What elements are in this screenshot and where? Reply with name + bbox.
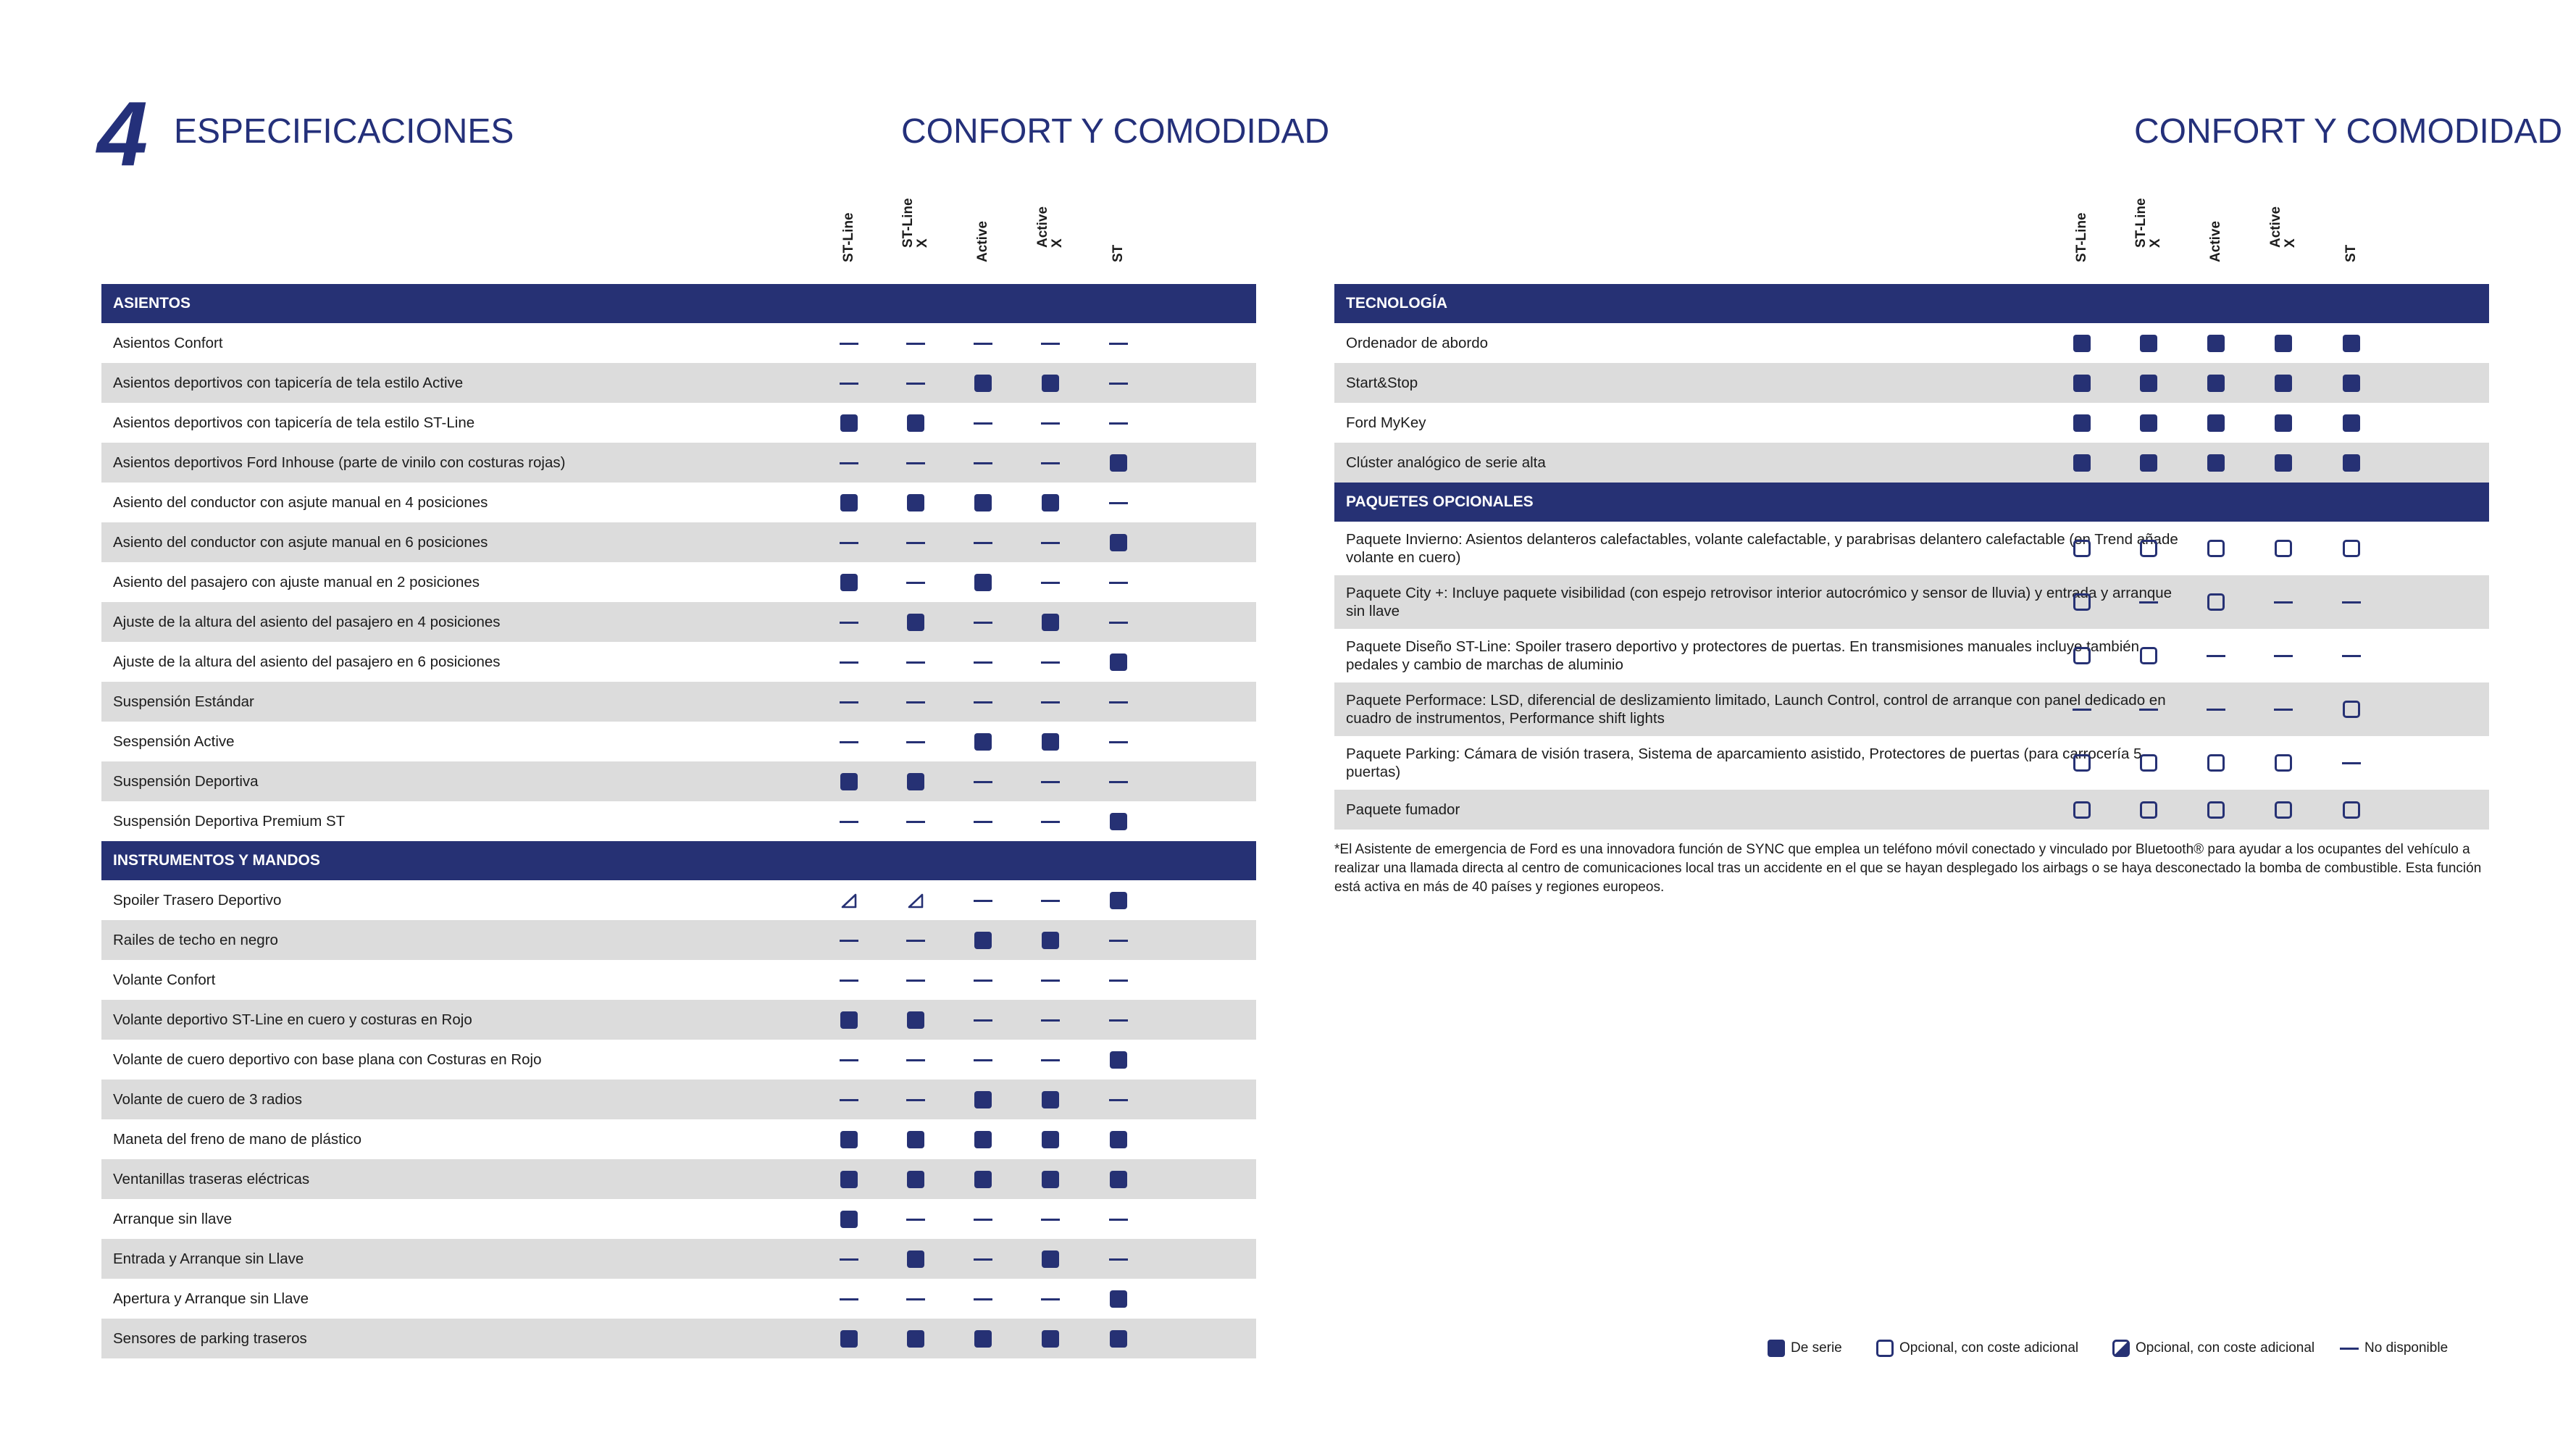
standard-mark-icon — [840, 773, 858, 790]
row-label: Ajuste de la altura del asiento del pasajero en 4 posiciones — [113, 614, 501, 630]
table-row — [101, 443, 1256, 483]
not-available-mark-icon — [906, 1099, 925, 1101]
standard-mark-icon — [1042, 1330, 1059, 1348]
row-label: Entrada y Arranque sin Llave — [113, 1250, 304, 1267]
optional-mark-icon — [2073, 754, 2091, 772]
table-row — [101, 682, 1256, 722]
not-available-mark-icon — [974, 661, 992, 664]
table-row — [101, 483, 1256, 522]
column-header-label: ST-Line — [2074, 212, 2089, 262]
row-label: Paquete Invierno: Asientos delanteros calefactables, volante calefactable, y parabrisas delantero calefactable (en Trend añade volante en cuero) — [1346, 531, 2178, 566]
legend-optional-pack-label: Opcional, con coste adicional — [2136, 1340, 2315, 1356]
not-available-mark-icon — [974, 343, 992, 345]
legend-optional — [1876, 1337, 2078, 1359]
row-label: Suspensión Estándar — [113, 693, 254, 710]
optional-mark-icon — [2140, 540, 2157, 557]
standard-mark-icon — [974, 932, 992, 949]
standard-mark-icon — [1042, 1250, 1059, 1268]
row-label: Volante de cuero deportivo con base plana con Costuras en Rojo — [113, 1051, 542, 1068]
standard-mark-icon — [840, 494, 858, 511]
legend-optional-label: Opcional, con coste adicional — [1899, 1340, 2079, 1356]
column-header — [2269, 204, 2298, 277]
empty-square-icon — [1876, 1340, 1894, 1357]
row-label: Volante deportivo ST-Line en cuero y costuras en Rojo — [113, 1011, 472, 1028]
legend-not-available — [2340, 1337, 2448, 1359]
standard-mark-icon — [1110, 534, 1127, 551]
column-header — [2067, 204, 2096, 277]
standard-mark-icon — [907, 1011, 924, 1029]
not-available-mark-icon — [840, 701, 858, 703]
table-row — [101, 522, 1256, 562]
standard-mark-icon — [1042, 932, 1059, 949]
optional-mark-icon — [2073, 801, 2091, 819]
not-available-mark-icon — [906, 462, 925, 464]
not-available-mark-icon — [1041, 1298, 1060, 1300]
table-row — [101, 1159, 1256, 1199]
standard-mark-icon — [907, 614, 924, 631]
column-header — [2337, 204, 2366, 277]
standard-mark-icon — [2275, 375, 2292, 392]
not-available-mark-icon — [906, 1298, 925, 1300]
not-available-mark-icon — [2073, 709, 2091, 711]
standard-mark-icon — [907, 1171, 924, 1188]
not-available-mark-icon — [840, 1059, 858, 1061]
standard-mark-icon — [974, 1330, 992, 1348]
standard-mark-icon — [907, 1250, 924, 1268]
not-available-mark-icon — [1109, 1219, 1128, 1221]
row-label: Asientos Confort — [113, 335, 223, 351]
not-available-mark-icon — [2342, 601, 2361, 604]
standard-mark-icon — [974, 1091, 992, 1108]
legend-standard — [1768, 1337, 1842, 1359]
not-available-mark-icon — [906, 1219, 925, 1221]
column-header-label: Active X — [2268, 206, 2298, 248]
table-row — [101, 1239, 1256, 1279]
standard-mark-icon — [840, 574, 858, 591]
column-header-label: ST — [2343, 244, 2359, 262]
not-available-mark-icon — [906, 661, 925, 664]
table-row — [1334, 575, 2489, 629]
not-available-mark-icon — [840, 661, 858, 664]
table-row — [1334, 629, 2489, 682]
standard-mark-icon — [2343, 335, 2360, 352]
not-available-mark-icon — [1041, 661, 1060, 664]
not-available-mark-icon — [1109, 502, 1128, 504]
optional-mark-icon — [2343, 801, 2360, 819]
not-available-mark-icon — [974, 1219, 992, 1221]
not-available-mark-icon — [974, 900, 992, 902]
not-available-mark-icon — [906, 741, 925, 743]
optional-mark-icon — [2275, 540, 2292, 557]
section-header: INSTRUMENTOS Y MANDOS — [101, 841, 1256, 880]
not-available-mark-icon — [1041, 1019, 1060, 1022]
page-number: 4 — [97, 83, 146, 185]
table-row — [101, 761, 1256, 801]
not-available-mark-icon — [974, 1019, 992, 1022]
not-available-mark-icon — [974, 422, 992, 425]
not-available-mark-icon — [2274, 655, 2293, 657]
standard-mark-icon — [907, 414, 924, 432]
not-available-mark-icon — [1109, 1099, 1128, 1101]
not-available-mark-icon — [974, 821, 992, 823]
standard-mark-icon — [1042, 1131, 1059, 1148]
column-header — [1104, 204, 1133, 277]
standard-mark-icon — [974, 733, 992, 751]
row-label: Maneta del freno de mano de plástico — [113, 1131, 362, 1148]
column-header — [1036, 204, 1065, 277]
table-row — [101, 1040, 1256, 1080]
standard-mark-icon — [2073, 454, 2091, 472]
column-header — [835, 204, 863, 277]
table-row — [101, 363, 1256, 403]
row-label: Paquete Parking: Cámara de visión trasera, Sistema de aparcamiento asistido, Protectores de puertas (para carrocería 5 puertas) — [1346, 746, 2142, 780]
not-available-mark-icon — [1041, 343, 1060, 345]
not-available-mark-icon — [1041, 781, 1060, 783]
table-row — [101, 642, 1256, 682]
row-label: Start&Stop — [1346, 375, 1418, 391]
standard-mark-icon — [1110, 1131, 1127, 1148]
row-label: Paquete City +: Incluye paquete visibilidad (con espejo retrovisor interior autocrómico y sensor de lluvia) y entrada y arranque sin llave — [1346, 585, 2173, 619]
column-header-label: ST — [1111, 244, 1126, 262]
column-header — [969, 204, 998, 277]
not-available-mark-icon — [1041, 422, 1060, 425]
optional-mark-icon — [2073, 540, 2091, 557]
table-row — [101, 323, 1256, 363]
row-label: Suspensión Deportiva — [113, 773, 259, 790]
column-headers — [1334, 198, 2489, 277]
row-label: Asiento del conductor con asjute manual en 6 posiciones — [113, 534, 488, 551]
standard-mark-icon — [974, 494, 992, 511]
not-available-mark-icon — [1041, 462, 1060, 464]
row-label: Volante Confort — [113, 972, 216, 988]
not-available-mark-icon — [1041, 980, 1060, 982]
standard-mark-icon — [840, 1211, 858, 1228]
table-row — [101, 960, 1256, 1000]
standard-mark-icon — [1110, 1290, 1127, 1308]
table-row — [101, 1000, 1256, 1040]
standard-mark-icon — [907, 494, 924, 511]
row-label: Spoiler Trasero Deportivo — [113, 892, 282, 909]
row-label: Paquete fumador — [1346, 801, 1460, 818]
not-available-mark-icon — [974, 542, 992, 544]
optional-mark-icon — [2073, 647, 2091, 664]
not-available-mark-icon — [1109, 582, 1128, 584]
not-available-mark-icon — [974, 1298, 992, 1300]
standard-mark-icon — [907, 773, 924, 790]
not-available-mark-icon — [906, 582, 925, 584]
not-available-mark-icon — [906, 701, 925, 703]
section-header: PAQUETES OPCIONALES — [1334, 483, 2489, 522]
row-label: Arranque sin llave — [113, 1211, 233, 1227]
standard-mark-icon — [1042, 494, 1059, 511]
not-available-mark-icon — [840, 542, 858, 544]
not-available-mark-icon — [1109, 422, 1128, 425]
table-row — [101, 1119, 1256, 1159]
not-available-mark-icon — [840, 1099, 858, 1101]
footnote: *El Asistente de emergencia de Ford es una innovadora función de SYNC que emplea un teléfono móvil conectado y vinculado por Bluetooth® para ayudar a los ocupantes del vehículo a realizar una llamada directa al centro de comunicaciones local tras un accidente en el que se hayan desplegado los airbags o se haya desconectado la bomba de combustible. Esta función está activa en más de 40 países y regiones europeos. — [1334, 842, 2482, 895]
not-available-mark-icon — [906, 1059, 925, 1061]
column-header-label: Active — [2208, 220, 2223, 262]
left-section-title: CONFORT Y COMODIDAD — [901, 112, 1330, 151]
not-available-mark-icon — [1109, 383, 1128, 385]
standard-mark-icon — [2343, 454, 2360, 472]
table-row — [1334, 443, 2489, 483]
row-label: Clúster analógico de serie alta — [1346, 454, 1546, 471]
optional-mark-icon — [2140, 801, 2157, 819]
not-available-mark-icon — [906, 940, 925, 942]
not-available-mark-icon — [906, 980, 925, 982]
not-available-mark-icon — [840, 462, 858, 464]
standard-mark-icon — [974, 574, 992, 591]
not-available-mark-icon — [906, 343, 925, 345]
standard-mark-icon — [2207, 375, 2225, 392]
not-available-mark-icon — [1109, 343, 1128, 345]
standard-mark-icon — [2140, 375, 2157, 392]
standard-mark-icon — [840, 1330, 858, 1348]
table-row — [1334, 363, 2489, 403]
standard-mark-icon — [840, 1131, 858, 1148]
column-header — [2133, 198, 2163, 277]
legend-standard-label: De serie — [1791, 1340, 1842, 1356]
optional-mark-icon — [2207, 801, 2225, 819]
standard-mark-icon — [2140, 454, 2157, 472]
optional-mark-icon — [2275, 754, 2292, 772]
not-available-mark-icon — [906, 542, 925, 544]
optional-mark-icon — [2207, 593, 2225, 611]
not-available-mark-icon — [1109, 781, 1128, 783]
standard-mark-icon — [840, 1171, 858, 1188]
not-available-mark-icon — [1041, 1219, 1060, 1221]
not-available-mark-icon — [840, 343, 858, 345]
not-available-mark-icon — [974, 1258, 992, 1261]
not-available-mark-icon — [2207, 655, 2225, 657]
not-available-mark-icon — [1041, 1059, 1060, 1061]
legend — [1768, 1337, 2492, 1359]
optional-mark-icon — [2140, 754, 2157, 772]
row-label: Ventanillas traseras eléctricas — [113, 1171, 310, 1187]
not-available-mark-icon — [840, 940, 858, 942]
standard-mark-icon — [1042, 1171, 1059, 1188]
standard-mark-icon — [907, 1131, 924, 1148]
standard-mark-icon — [974, 375, 992, 392]
table-row — [101, 1199, 1256, 1239]
not-available-mark-icon — [840, 980, 858, 982]
page-title: ESPECIFICACIONES — [174, 112, 514, 151]
standard-mark-icon — [1110, 813, 1127, 830]
standard-mark-icon — [974, 1131, 992, 1148]
not-available-mark-icon — [1109, 622, 1128, 624]
not-available-mark-icon — [1109, 940, 1128, 942]
not-available-mark-icon — [2139, 601, 2158, 604]
not-available-mark-icon — [1109, 701, 1128, 703]
row-label: Asientos deportivos Ford Inhouse (parte de vinilo con costuras rojas) — [113, 454, 566, 471]
table-row — [1334, 736, 2489, 790]
not-available-mark-icon — [1109, 741, 1128, 743]
optional-pack-mark-icon — [907, 892, 924, 909]
row-label: Ajuste de la altura del asiento del pasajero en 6 posiciones — [113, 653, 501, 670]
row-label: Ordenador de abordo — [1346, 335, 1489, 351]
column-header — [900, 198, 930, 277]
standard-mark-icon — [840, 1011, 858, 1029]
table-row — [1334, 682, 2489, 736]
table-row — [101, 920, 1256, 960]
half-square-icon — [2112, 1340, 2130, 1357]
not-available-mark-icon — [1109, 1019, 1128, 1022]
standard-mark-icon — [1042, 1091, 1059, 1108]
not-available-mark-icon — [2207, 709, 2225, 711]
standard-mark-icon — [1110, 892, 1127, 909]
standard-mark-icon — [2275, 454, 2292, 472]
not-available-mark-icon — [1109, 980, 1128, 982]
standard-mark-icon — [1042, 733, 1059, 751]
not-available-mark-icon — [974, 1059, 992, 1061]
column-header-label: ST-Line X — [2133, 198, 2163, 248]
not-available-mark-icon — [2274, 709, 2293, 711]
row-label: Ford MyKey — [1346, 414, 1426, 431]
optional-pack-mark-icon — [840, 892, 858, 909]
optional-mark-icon — [2140, 647, 2157, 664]
not-available-mark-icon — [1041, 821, 1060, 823]
table-row — [101, 403, 1256, 443]
standard-mark-icon — [2073, 335, 2091, 352]
row-label: Asientos deportivos con tapicería de tela estilo ST-Line — [113, 414, 475, 431]
not-available-mark-icon — [840, 741, 858, 743]
not-available-mark-icon — [2139, 709, 2158, 711]
row-label: Volante de cuero de 3 radios — [113, 1091, 302, 1108]
row-label: Sensores de parking traseros — [113, 1330, 307, 1347]
not-available-mark-icon — [840, 1258, 858, 1261]
section-header: TECNOLOGÍA — [1334, 284, 2489, 323]
standard-mark-icon — [1110, 454, 1127, 472]
optional-mark-icon — [2207, 754, 2225, 772]
table-row — [101, 562, 1256, 602]
table-row — [101, 801, 1256, 841]
column-header-label: Active — [975, 220, 990, 262]
legend-not-available-label: No disponible — [2364, 1340, 2449, 1356]
column-header-label: ST-Line — [841, 212, 856, 262]
not-available-mark-icon — [1041, 701, 1060, 703]
table-row — [101, 1080, 1256, 1119]
standard-mark-icon — [1110, 1330, 1127, 1348]
optional-mark-icon — [2207, 540, 2225, 557]
dash-icon — [2340, 1348, 2359, 1350]
standard-mark-icon — [2343, 375, 2360, 392]
standard-mark-icon — [2073, 375, 2091, 392]
not-available-mark-icon — [906, 821, 925, 823]
standard-mark-icon — [2207, 335, 2225, 352]
column-header-label: ST-Line X — [900, 198, 930, 248]
row-label: Apertura y Arranque sin Llave — [113, 1290, 309, 1307]
standard-mark-icon — [907, 1330, 924, 1348]
standard-mark-icon — [2275, 335, 2292, 352]
not-available-mark-icon — [1109, 1258, 1128, 1261]
not-available-mark-icon — [974, 622, 992, 624]
table-row — [101, 722, 1256, 761]
standard-mark-icon — [1110, 653, 1127, 671]
not-available-mark-icon — [840, 383, 858, 385]
row-label: Paquete Diseño ST-Line: Spoiler trasero deportivo y protectores de puertas. En transmisiones manuales incluye también pedales y cambio de marchas de aluminio — [1346, 638, 2140, 673]
column-header — [2201, 204, 2230, 277]
not-available-mark-icon — [840, 1298, 858, 1300]
filled-square-icon — [1768, 1340, 1785, 1357]
optional-mark-icon — [2073, 593, 2091, 611]
row-label: Suspensión Deportiva Premium ST — [113, 813, 346, 830]
standard-mark-icon — [974, 1171, 992, 1188]
not-available-mark-icon — [906, 383, 925, 385]
standard-mark-icon — [2073, 414, 2091, 432]
standard-mark-icon — [2207, 454, 2225, 472]
optional-mark-icon — [2343, 540, 2360, 557]
row-label: Asientos deportivos con tapicería de tela estilo Active — [113, 375, 464, 391]
column-headers — [101, 198, 1256, 277]
left-spec-table — [101, 198, 1256, 1358]
standard-mark-icon — [2140, 414, 2157, 432]
not-available-mark-icon — [974, 980, 992, 982]
not-available-mark-icon — [840, 622, 858, 624]
not-available-mark-icon — [2342, 762, 2361, 764]
not-available-mark-icon — [974, 462, 992, 464]
table-row — [101, 1279, 1256, 1319]
standard-mark-icon — [840, 414, 858, 432]
row-label: Railes de techo en negro — [113, 932, 278, 948]
standard-mark-icon — [1042, 614, 1059, 631]
standard-mark-icon — [2275, 414, 2292, 432]
row-label: Asiento del pasajero con ajuste manual en 2 posiciones — [113, 574, 480, 590]
section-header: ASIENTOS — [101, 284, 1256, 323]
not-available-mark-icon — [2274, 601, 2293, 604]
not-available-mark-icon — [974, 781, 992, 783]
optional-mark-icon — [2275, 801, 2292, 819]
column-header-label: Active X — [1035, 206, 1065, 248]
table-row — [1334, 323, 2489, 363]
standard-mark-icon — [2207, 414, 2225, 432]
optional-mark-icon — [2343, 701, 2360, 718]
table-row — [101, 880, 1256, 920]
table-row — [101, 602, 1256, 642]
not-available-mark-icon — [1041, 582, 1060, 584]
legend-optional-pack — [2112, 1337, 2314, 1359]
not-available-mark-icon — [974, 701, 992, 703]
right-spec-table — [1334, 198, 2489, 830]
row-label: Paquete Performace: LSD, diferencial de deslizamiento limitado, Launch Control, control de arranque con panel dedicado en cuadro de instrumentos, Performance shift lights — [1346, 692, 2166, 727]
table-row — [1334, 522, 2489, 575]
standard-mark-icon — [1110, 1051, 1127, 1069]
row-label: Asiento del conductor con asjute manual en 4 posiciones — [113, 494, 488, 511]
not-available-mark-icon — [2342, 655, 2361, 657]
row-label: Sespensión Active — [113, 733, 235, 750]
not-available-mark-icon — [840, 821, 858, 823]
table-row — [101, 1319, 1256, 1358]
right-section-title: CONFORT Y COMODIDAD — [2134, 112, 2563, 151]
standard-mark-icon — [1042, 375, 1059, 392]
standard-mark-icon — [2343, 414, 2360, 432]
standard-mark-icon — [2140, 335, 2157, 352]
standard-mark-icon — [1110, 1171, 1127, 1188]
table-row — [1334, 790, 2489, 830]
not-available-mark-icon — [1041, 542, 1060, 544]
table-row — [1334, 403, 2489, 443]
not-available-mark-icon — [1041, 900, 1060, 902]
